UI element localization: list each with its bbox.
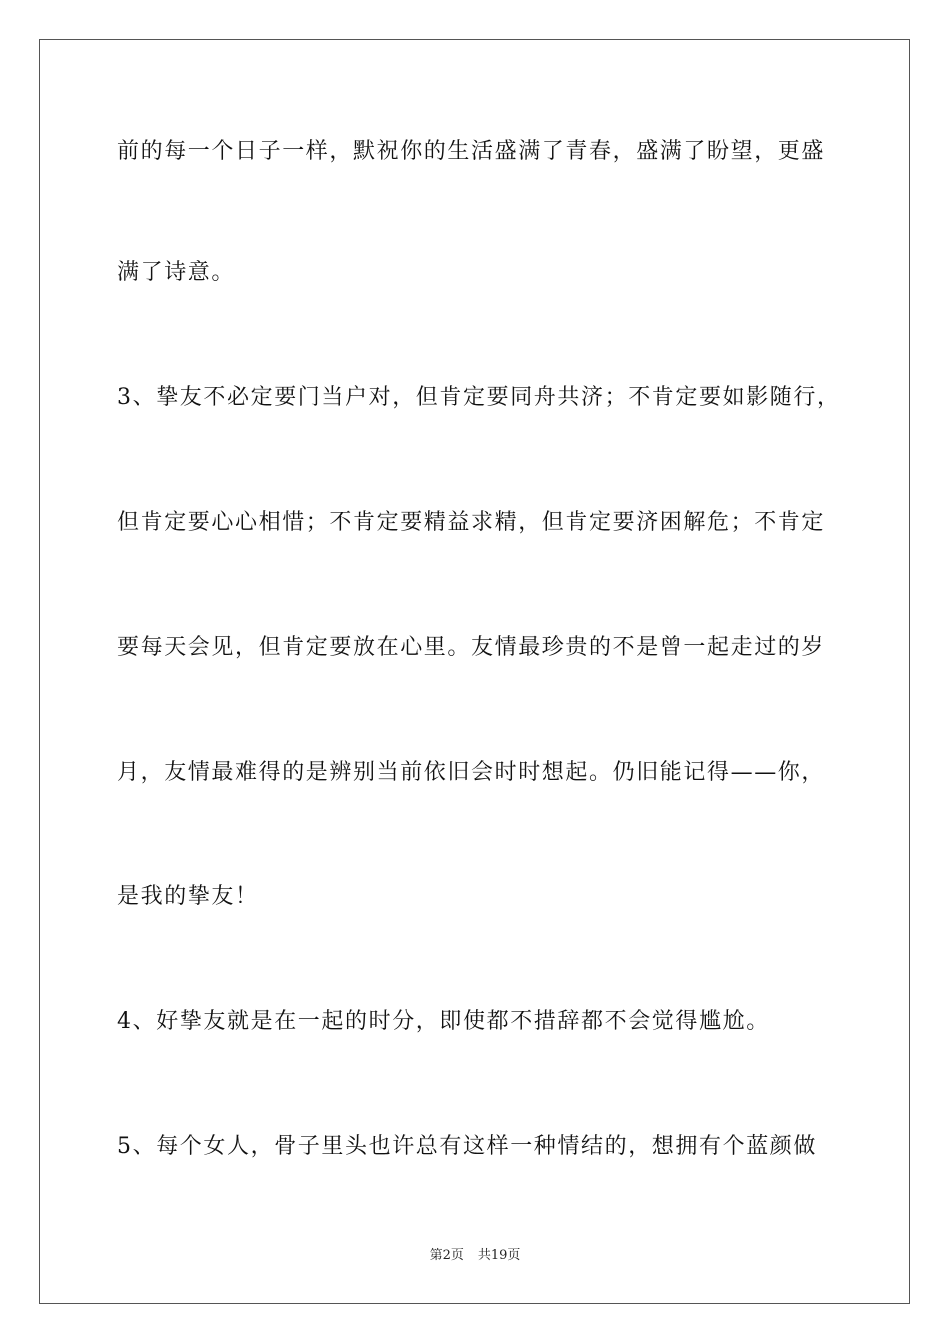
body-text-line: 4、好挚友就是在一起的时分，即使都不措辞都不会觉得尴尬。 — [117, 1009, 770, 1034]
body-text-line: 前的每一个日子一样，默祝你的生活盛满了青春，盛满了盼望，更盛 — [117, 139, 826, 164]
body-text-line: 满了诗意。 — [117, 260, 236, 285]
page-border — [39, 39, 910, 1304]
body-text-line: 但肯定要心心相惜；不肯定要精益求精，但肯定要济困解危；不肯定 — [117, 510, 826, 535]
page-number: 第2页 — [429, 1248, 464, 1263]
body-text-line: 是我的挚友！ — [117, 884, 259, 909]
body-text-line: 3、挚友不必定要门当户对，但肯定要同舟共济；不肯定要如影随行， — [117, 385, 841, 410]
page-total: 共19页 — [477, 1248, 521, 1263]
body-text-line: 要每天会见，但肯定要放在心里。友情最珍贵的不是曾一起走过的岁 — [117, 635, 826, 660]
body-text-line: 月，友情最难得的是辨别当前依旧会时时想起。仍旧能记得——你， — [117, 760, 826, 785]
page-footer — [0, 1247, 950, 1265]
body-text-line: 5、每个女人，骨子里头也许总有这样一种情结的，想拥有个蓝颜做 — [117, 1134, 817, 1159]
